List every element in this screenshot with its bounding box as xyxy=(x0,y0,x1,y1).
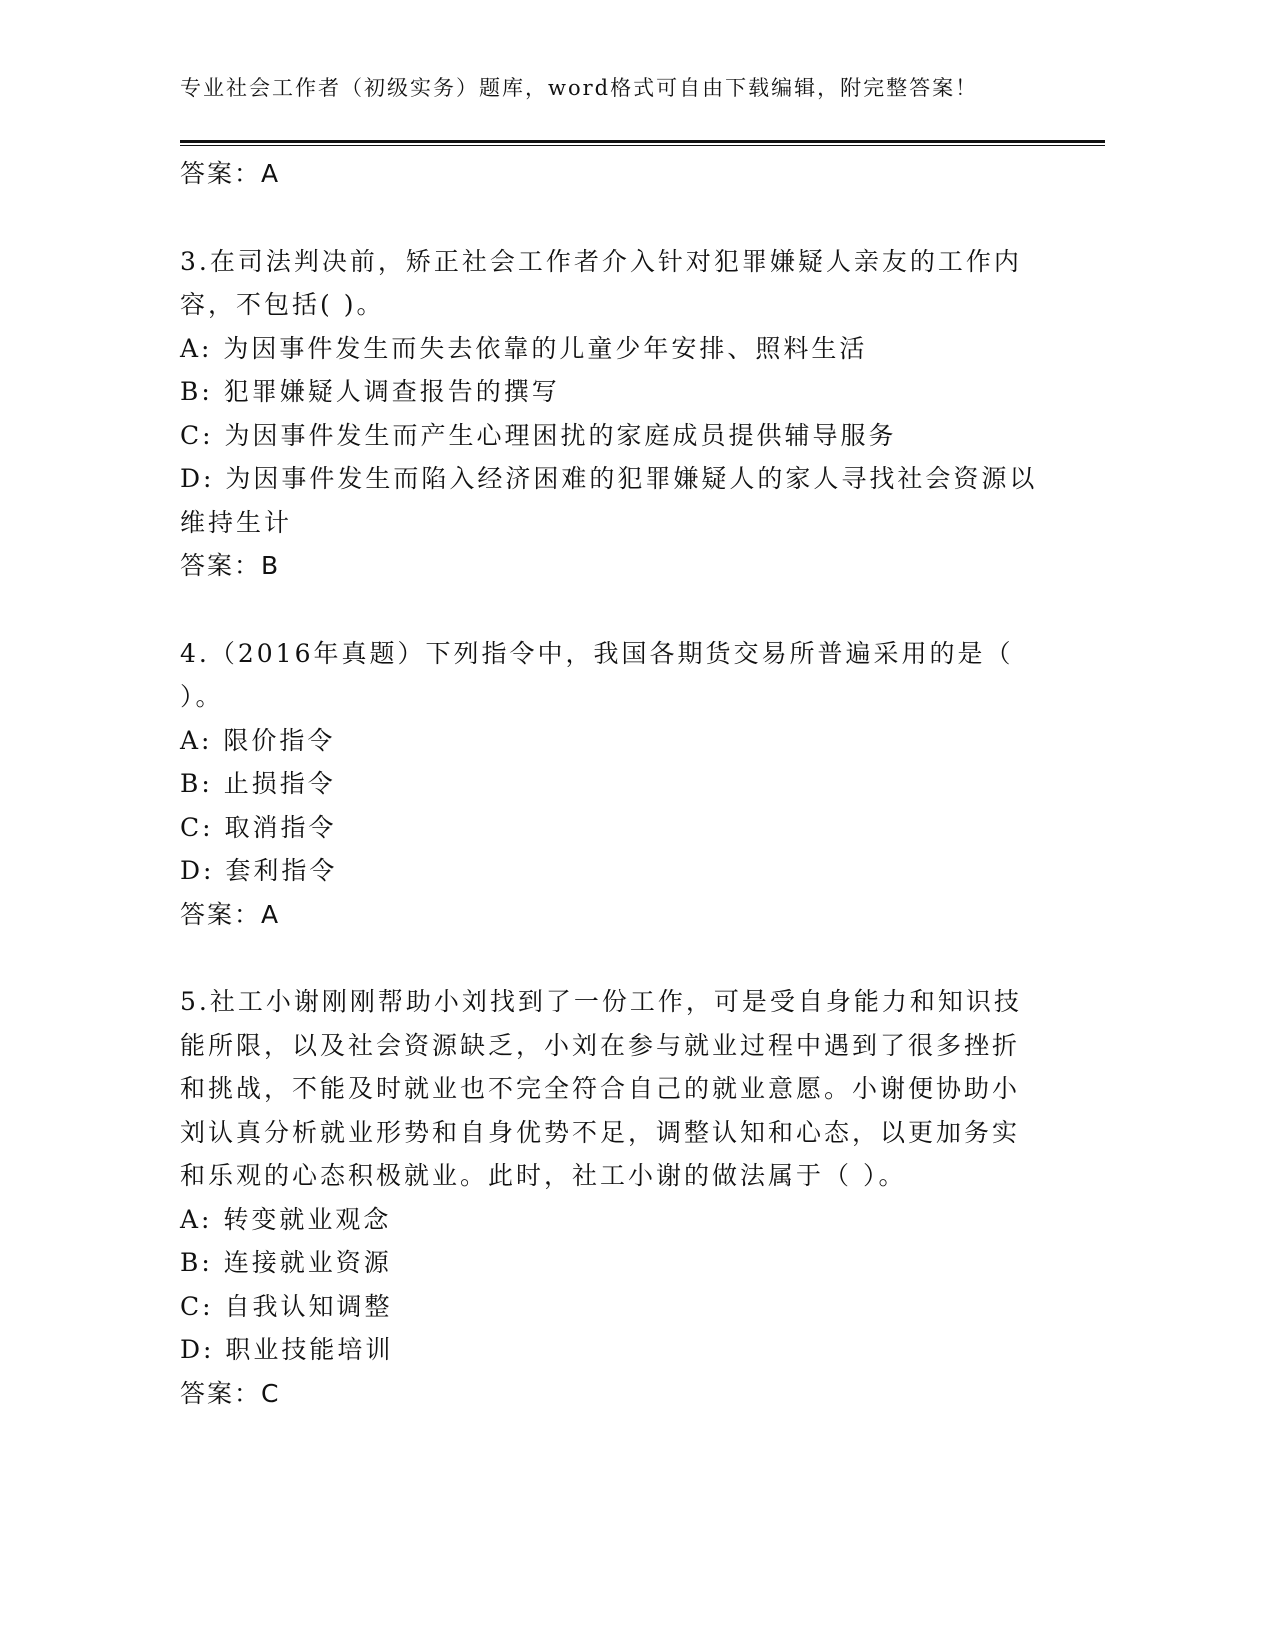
question-block xyxy=(180,980,1040,1415)
question-list xyxy=(180,196,1040,1416)
answer-value: B xyxy=(261,551,281,580)
answer-prefix: 答案： xyxy=(180,1378,262,1408)
answer-line xyxy=(180,544,1040,588)
question-block xyxy=(180,240,1040,588)
option-line: D: 为因事件发生而陷入经济困难的犯罪嫌疑人的家人寻找社会资源以 xyxy=(180,464,1038,493)
header-divider xyxy=(180,140,1105,146)
option-line: D: 职业技能培训 xyxy=(180,1335,394,1364)
option-line: B: 犯罪嫌疑人调查报告的撰写 xyxy=(180,377,560,406)
question-stem-line: 能所限，以及社会资源缺乏，小刘在参与就业过程中遇到了很多挫折 xyxy=(180,1030,1021,1060)
answer-value: C xyxy=(261,1378,281,1408)
answer-value: A xyxy=(261,159,281,188)
option-line: D: 套利指令 xyxy=(180,856,338,885)
option-line: B: 止损指令 xyxy=(180,769,336,798)
option-line: A: 转变就业观念 xyxy=(180,1204,392,1234)
option-line: A: 为因事件发生而失去依靠的儿童少年安排、照料生活 xyxy=(180,333,868,363)
question-stem-line: 和乐观的心态积极就业。此时，社工小谢的做法属于（ ）。 xyxy=(180,1161,907,1190)
question-stem-line: ）。 xyxy=(180,682,224,711)
answer-line xyxy=(180,1372,1040,1416)
question-stem-line: 容，不包括( )。 xyxy=(180,290,385,319)
page-header: 专业社会工作者（初级实务）题库，word格式可自由下载编辑，附完整答案！ xyxy=(180,76,979,100)
question-stem-line: 4.（2016年真题）下列指令中，我国各期货交易所普遍采用的是（ xyxy=(180,638,1014,668)
answer-line xyxy=(180,152,1040,196)
question-stem-line: 刘认真分析就业形势和自身优势不足，调整认知和心态，以更加务实 xyxy=(180,1117,1021,1147)
question-spacer xyxy=(180,196,1040,240)
question-stem-line: 和挑战，不能及时就业也不完全符合自己的就业意愿。小谢便协助小 xyxy=(180,1074,1021,1103)
option-line: C: 为因事件发生而产生心理困扰的家庭成员提供辅导服务 xyxy=(180,420,897,450)
answer-value: A xyxy=(261,899,281,929)
answer-prefix: 答案： xyxy=(180,159,262,188)
option-line: A: 限价指令 xyxy=(180,725,336,755)
answer-prefix: 答案： xyxy=(180,551,262,580)
option-line: C: 自我认知调整 xyxy=(180,1291,393,1321)
question-spacer xyxy=(180,588,1040,632)
question-stem-line: 5.社工小谢刚刚帮助小刘找到了一份工作，可是受自身能力和知识技 xyxy=(180,987,1022,1016)
answer-line xyxy=(180,893,1040,937)
answer-prefix: 答案： xyxy=(180,899,262,929)
question-spacer xyxy=(180,936,1040,980)
option-line: B: 连接就业资源 xyxy=(180,1248,392,1277)
question-stem-line: 3.在司法判决前，矫正社会工作者介入针对犯罪嫌疑人亲友的工作内 xyxy=(180,246,1022,276)
option-line: 维持生计 xyxy=(180,507,293,537)
option-line: C: 取消指令 xyxy=(180,812,337,842)
question-block xyxy=(180,632,1040,937)
question-content xyxy=(180,152,1040,1415)
